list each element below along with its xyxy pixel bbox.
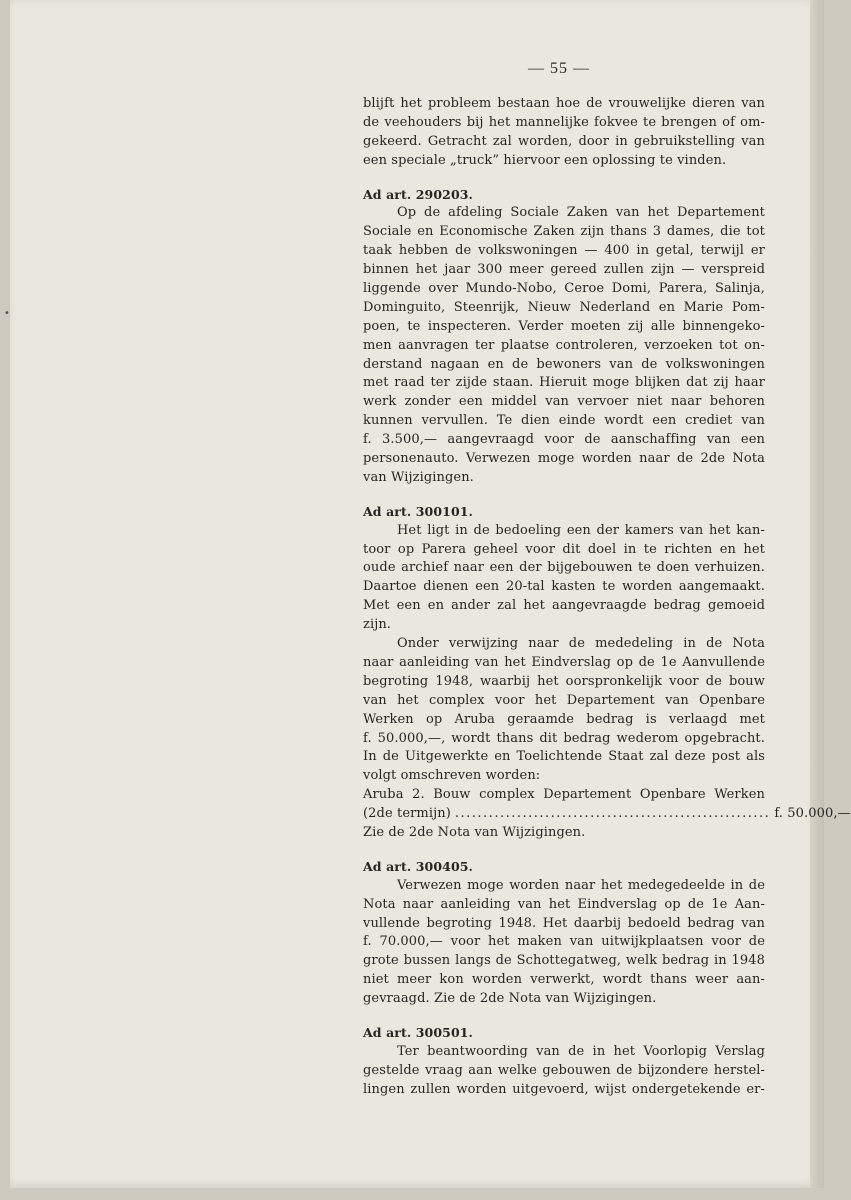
intro-paragraph [363,95,765,171]
section-heading: Ad art. 300501. [363,1024,473,1040]
text-line: derstand nagaan en de bewoners van de volkswoningen [363,356,765,372]
section-heading: Ad art. 300101. [363,503,473,519]
section-300501 [363,1024,765,1100]
text-line: van Wijzigingen. [363,469,474,485]
page-number: — 55 — [528,60,590,77]
leader-dots: ........................................................ [454,806,771,822]
text-line: grote bussen langs de Schottegatweg, welk bedrag in 1948 [363,953,765,969]
text-line: kunnen vervullen. Te dien einde wordt een crediet van [363,413,765,429]
text-line: In de Uitgewerkte en Toelichtende Staat zal deze post als [363,749,765,765]
budget-item-row [363,805,851,824]
text-line: gekeerd. Getracht zal worden, door in gebruikstelling van [363,133,765,149]
text-line: f. 50.000,—, wordt thans dit bedrag wederom opgebracht. [363,730,765,746]
text-line: Daartoe dienen een 20-tal kasten te worden aangemaakt. [363,579,765,595]
text-line: vullende begroting 1948. Het daarbij bedoeld bedrag van [363,915,765,931]
text-line: Ter beantwoording van de in het Voorlopig Verslag [397,1043,765,1059]
text-line: een speciale „truck” hiervoor een oplossing te vinden. [363,152,727,168]
text-line: poen, te inspecteren. Verder moeten zij alle binnengeko- [363,318,765,334]
section-300101 [363,503,851,843]
body-text [363,95,851,1100]
text-line: Werken op Aruba geraamde bedrag is verlaagd met [363,711,765,727]
text-line: f. 70.000,— voor het maken van uitwijkplaatsen voor de [363,934,765,950]
section-300405 [363,858,765,1009]
text-line: blijft het probleem bestaan hoe de vrouwelijke dieren van [363,96,765,111]
text-line: begroting 1948, waarbij het oorspronkelijk voor de bouw [363,673,765,689]
text-line: men aanvragen ter plaatse controleren, verzoeken tot on- [363,337,765,353]
section-heading: Ad art. 290203. [363,186,473,202]
section-heading: Ad art. 300405. [363,858,473,874]
text-line: Met een en ander zal het aangevraagde bedrag gemoeid [363,598,765,614]
text-line: gevraagd. Zie de 2de Nota van Wijzigingen. [363,991,657,1007]
text-line: liggende over Mundo-Nobo, Ceroe Domi, Parera, Salinja, [363,281,765,297]
section-290203 [363,186,765,488]
text-line: Onder verwijzing naar de mededeling in de Nota [397,636,765,652]
text-line: Nota naar aanleiding van het Eindverslag op de 1e Aan- [363,896,765,912]
text-line: Het ligt in de bedoeling een der kamers van het kan- [397,522,765,538]
text-line: van het complex voor het Departement van Openbare [363,692,765,708]
page-edge-shadow [810,0,824,1188]
text-line: naar aanleiding van het Eindverslag op de 1e Aanvullende [363,654,765,670]
text-line: Op de afdeling Sociale Zaken van het Departement [397,205,765,221]
text-line: volgt omschreven worden: [363,768,541,784]
text-line: werk zonder een middel van vervoer niet naar behoren [363,394,765,410]
text-line: de veehouders bij het mannelijke fokvee te brengen of om- [363,114,765,130]
text-line: toor op Parera geheel voor dit doel in te richten en het [363,541,765,557]
margin-speck: • [4,308,10,319]
text-line: lingen zullen worden uitgevoerd, wijst ondergetekende er- [363,1081,765,1097]
budget-item-amount: f. 50.000,— [774,806,851,822]
text-line: zijn. [363,617,392,633]
text-line: f. 3.500,— aangevraagd voor de aanschaffing van een [363,432,765,448]
text-line: niet meer kon worden verwerkt, wordt thans weer aan- [363,972,765,988]
text-line: met raad ter zijde staan. Hieruit moge blijken dat zij haar [363,375,765,391]
text-line: Verwezen moge worden naar het medegedeelde in de [397,877,765,893]
budget-item-label: (2de termijn) [363,806,451,822]
text-line: Zie de 2de Nota van Wijzigingen. [363,824,586,840]
text-line: Sociale en Economische Zaken zijn thans 3 dames, die tot [363,224,765,240]
text-line: binnen het jaar 300 meer gereed zullen zijn — verspreid [363,262,765,278]
text-line: Aruba 2. Bouw complex Departement Openbare Werken [363,787,765,803]
text-line: oude archief naar een der bijgebouwen te doen verhuizen. [363,560,765,576]
text-line: Dominguito, Steenrijk, Nieuw Nederland en Marie Pom- [363,299,765,315]
text-line: taak hebben de volkswoningen — 400 in getal, terwijl er [363,243,765,259]
text-line: personenauto. Verwezen moge worden naar de 2de Nota [363,451,765,467]
text-line: gestelde vraag aan welke gebouwen de bijzondere herstel- [363,1062,765,1078]
